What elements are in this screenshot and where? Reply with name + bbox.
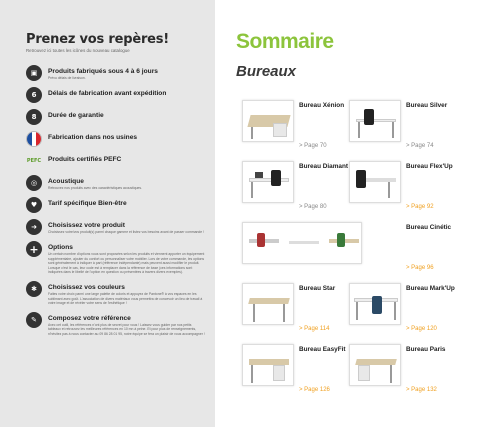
legend-label: Options [48, 244, 73, 251]
legend-label: Produits certifiés PEFC [48, 156, 122, 163]
product-page[interactable]: > Page 74 [406, 143, 434, 149]
product-page[interactable]: > Page 132 [406, 387, 437, 393]
product-name: Bureau EasyFit [299, 346, 346, 353]
product-name: Bureau Diamant [299, 163, 349, 170]
legend-subtitle: Retrouvez ici toutes les icônes du nouveau catalogue [26, 48, 130, 53]
legend-title: Prenez vos repères! [26, 32, 170, 47]
french-flag-icon [26, 131, 42, 147]
product-image [242, 161, 294, 203]
product-name: Bureau Silver [406, 102, 448, 109]
warranty-years-icon: 8 [26, 109, 42, 125]
legend-item-garantie [26, 109, 205, 125]
product-page[interactable]: > Page 120 [406, 326, 437, 332]
product-page[interactable]: > Page 80 [299, 204, 327, 210]
product-name: Bureau Xénion [299, 102, 345, 109]
legend-label: Fabrication dans nos usines [48, 134, 138, 141]
product-name: Bureau Star [299, 285, 336, 292]
pefc-icon: PEFC [26, 158, 42, 164]
legend-desc: Retrouvez nos produits avec des caractéristiques acoustiques. [48, 186, 143, 190]
summary-title: Sommaire [236, 30, 334, 53]
legend-label: Composez votre référence [48, 314, 131, 322]
legend-desc: Faites votre choix parmi une large palette de coloris et appuyez de Pantone® à vos espaces en les sublimant avec goût. L'association de divers matériaux vous permettra de concevoir un lieu de travail à votre image et de révéler votre sens de l'esthétique ! [48, 291, 203, 306]
summary-panel [236, 30, 472, 393]
product-image [242, 283, 294, 325]
legend-label: Délais de fabrication avant expédition [48, 90, 167, 97]
legend-label: Tarif spécifique Bien-être [48, 200, 127, 207]
legend-list [26, 65, 205, 337]
well-being-tag-icon: ♥ [26, 197, 42, 213]
product-page[interactable]: > Page 70 [299, 143, 327, 149]
color-palette-icon: ✱ [26, 281, 42, 297]
plus-icon: + [26, 241, 42, 257]
legend-label: Durée de garantie [48, 112, 104, 119]
legend-item-usines [26, 131, 205, 147]
legend-panel [0, 0, 215, 427]
legend-item-bien-etre [26, 197, 205, 213]
product-page[interactable]: > Page 96 [406, 265, 434, 271]
product-image [349, 283, 401, 325]
legend-desc: Prévu délais de livraison. [48, 76, 86, 80]
reference-pen-icon: ✎ [26, 312, 42, 328]
section-title: Bureaux [236, 63, 297, 80]
product-name: Bureau Mark'Up [406, 285, 455, 292]
product-image [349, 344, 401, 386]
product-image [349, 161, 401, 203]
legend-item-produit [26, 219, 205, 235]
legend-item-delais [26, 87, 205, 103]
arrow-right-icon: ➜ [26, 219, 42, 235]
legend-desc: Un certain nombre d'options vous sont proposées selon les produits et viennent apporter un équipement supplémentaire, ajouter du confort ou personnaliser votre mobilier. Lors de votre commande, les options sont généralement à indiquer à part (référence indépendante) mais peuvent aussi modifier le produit. Lorsque c'est le cas, leur code est à remplacer dans la référence de base (ces informations sont indiquées dans le libellé de l'option en question ou présentées à travers divers exemples). [48, 252, 205, 275]
product-image [242, 344, 294, 386]
calendar-six-weeks-icon: 6 [26, 87, 42, 103]
product-name: Bureau Flex'Up [406, 163, 453, 170]
legend-label: Choisissez vos couleurs [48, 283, 125, 291]
legend-label: Acoustique [48, 178, 84, 185]
product-name: Bureau Cinétic [406, 224, 452, 231]
legend-item-reference [26, 312, 205, 337]
legend-item-acoustique [26, 175, 205, 191]
legend-desc: Avec cet outil, les références n'ont plus de secret pour vous ! Laissez vous guider par nos petits tableaux et retrouvez les meilleures références en 10 mn à peine. Et pour plus de renseignements, n'hésitez pas à nous contacter au 09 86 28 01 95, notre équipe se fera un plaisir de vous accompagner ! [48, 322, 205, 336]
legend-desc: Choisissez votre/vos produit(s) parmi chaque gamme et listez vos besoins avant de passer commande ! [48, 230, 205, 234]
legend-item-fabrication [26, 65, 205, 81]
product-name: Bureau Paris [406, 346, 446, 353]
product-image [242, 222, 362, 264]
product-image [242, 100, 294, 142]
acoustic-icon: ◎ [26, 175, 42, 191]
legend-label: Produits fabriqués sous 4 à 6 jours [48, 68, 158, 75]
product-page[interactable]: > Page 92 [406, 204, 434, 210]
legend-item-pefc [26, 153, 205, 169]
legend-item-options [26, 241, 205, 275]
legend-label: Choisissez votre produit [48, 222, 125, 229]
product-page[interactable]: > Page 114 [299, 326, 330, 332]
box-icon: ▣ [26, 65, 42, 81]
product-image [349, 100, 401, 142]
product-page[interactable]: > Page 126 [299, 387, 330, 393]
legend-item-couleurs [26, 281, 205, 306]
